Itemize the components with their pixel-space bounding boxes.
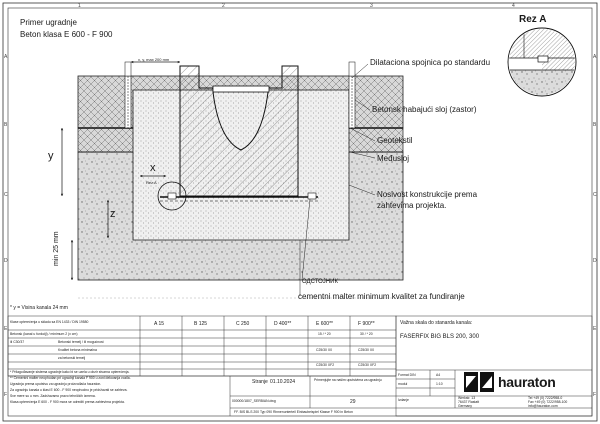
axis-letter-e-right: E — [593, 326, 597, 332]
detail-title: Rez A — [519, 14, 547, 25]
callout-load-bearing-2: zahtevima projekta. — [377, 201, 447, 210]
callout-geotextile: Geotekstil — [377, 136, 413, 145]
tb-valid-label: Važna skala do stanarda kanala: — [400, 320, 473, 326]
note-2: Ugradnja prema uputstvu za ugradnju proizvođača hauraton. — [10, 382, 102, 386]
tb-format: A4 — [436, 373, 441, 377]
axis-letter-c-right: C — [593, 192, 597, 198]
axis-letter-d-right: D — [593, 258, 597, 264]
class-c250: C 250 — [236, 321, 250, 327]
title-line-2: Beton klasa E 600 - F 900 — [20, 30, 113, 39]
class-d400: D 400** — [274, 321, 292, 327]
tb-scale: 1:10 — [436, 382, 443, 386]
f900-value-0: 30 / * 20 — [360, 332, 373, 336]
e600-value-1: C25/30 X0 — [316, 348, 333, 352]
table-row-label-0: Klase opterećenja u skladu sa EN 1433 / DIN 19580 — [10, 320, 89, 324]
callout-spacer: ОДСТОЈНИК — [302, 279, 338, 285]
tb-contact-2: info@hauraton.com — [528, 404, 558, 408]
axis-number-1: 1 — [78, 3, 81, 9]
class-b125: B 125 — [194, 321, 208, 327]
e600-value-2: C25/30 XF2 — [316, 363, 335, 367]
tb-adjust: Primenjujte na našim uputstvima za ugradnju — [314, 378, 382, 382]
tb-created-label: Stranje — [252, 379, 268, 385]
tb-product: FASERFIX BIG BLS 200, 300 — [400, 334, 480, 340]
callout-concrete-layer: Betonsk habajući sloj (zastor) — [372, 105, 477, 114]
axis-letter-f: F — [4, 392, 8, 398]
weir-note: * y = Visina kanala 24 mm — [10, 305, 68, 311]
dim-y: y — [48, 150, 54, 162]
tb-address-1: 76437 Rastatt — [458, 400, 480, 404]
dim-min25: min 25 mm — [53, 231, 60, 266]
tb-address-0: Werkstr. 13 — [458, 396, 476, 400]
axis-letter-e: E — [4, 326, 8, 332]
note-5: Klasa opterećenja E 600 - F 900 mora se odrediti prema zahtevima projekta. — [10, 400, 125, 404]
dim-x: x — [150, 162, 156, 174]
tb-contact-0: Tel +49 (0) 7222/958-0 — [528, 396, 563, 400]
section-drawing — [62, 62, 403, 298]
tb-sheet-no: 29 — [350, 399, 356, 405]
tb-format-label: Format DIN — [398, 373, 416, 377]
tb-scale-label: modul — [398, 382, 408, 386]
callout-cement: cementni malter minimum kvalitet za fundiranje — [298, 292, 465, 301]
tb-date: 01.10.2024 — [270, 379, 296, 385]
table-row-label-2: ili C30/37 — [10, 340, 25, 344]
note-3: Za ugradnju kanala u klasi E 600 - F 900 neophodno je pridržavati se zahteva. — [10, 388, 128, 392]
note-4: Sve mere su u mm. Zadržavamo pravo tehničkih izmena. — [10, 394, 96, 398]
axis-letter-c: C — [4, 192, 8, 198]
dim-rez-a: Rez A — [146, 180, 157, 185]
table-row-label-5: za betonski temelj — [58, 356, 86, 360]
axis-letter-a-right: A — [593, 54, 597, 60]
table-row-label-1: Betonsk (kanal u funkciji) / minimum 2 (x cm) — [10, 332, 78, 336]
f900-value-1: C25/30 X0 — [358, 348, 375, 352]
callout-interlayer: Međusloj — [377, 154, 410, 163]
tb-footer: FF. BIS BLS 200 Typ 090 Rinnenunterteil Einbaubeispiel Klasse F 900 in Beton — [234, 410, 353, 414]
callout-load-bearing-1: Nosivost konstrukcije prema — [377, 190, 478, 199]
dim-max200: x, y, max 200 mm — [138, 57, 170, 62]
axis-letter-a: A — [4, 54, 8, 60]
axis-number-3: 3 — [370, 3, 373, 9]
class-a15: A 15 — [154, 321, 165, 327]
title-line-1: Primer ugradnje — [20, 18, 77, 27]
f900-value-2: C25/30 XF2 — [358, 363, 377, 367]
detail-view-rez-a — [508, 28, 576, 100]
note-0: * Prilagođavanje sistema ugradnje kako bi se uzela u obzir stvarna opterećenja. — [10, 370, 130, 374]
dim-z: z — [110, 208, 116, 220]
axis-letter-d: D — [4, 258, 8, 264]
tb-contact-1: Fax +49 (0) 7222/958-100 — [528, 400, 568, 404]
axis-letter-b-right: B — [593, 122, 597, 128]
axis-letter-f-right: F — [593, 392, 597, 398]
tb-edition-label: Izdanje — [398, 398, 409, 402]
class-e600: E 600** — [316, 321, 333, 327]
axis-number-2: 2 — [222, 3, 225, 9]
tb-address-2: Germany — [458, 404, 472, 408]
hauraton-logo-mark — [464, 372, 494, 392]
callout-dilatation: Dilataciona spojnica po standardu — [370, 58, 491, 67]
company-logo-text: hauraton — [498, 374, 556, 390]
table-row-label-4: Kvalitet betona minimalna — [58, 348, 97, 352]
table-row-label-3: Betonski temelj / ili mogućnost — [58, 340, 104, 344]
tb-drawing-no: 000000/1807_SERBIAN.dwg — [232, 399, 276, 403]
note-1: ** Cementni malter neophodan pri ugradnji kanala F 900 u zoni delovanja vozila. — [10, 376, 131, 380]
axis-number-4: 4 — [512, 3, 515, 9]
class-f900: F 900** — [358, 321, 375, 327]
e600-value-0: 15 / * 20 — [318, 332, 331, 336]
axis-letter-b: B — [4, 122, 8, 128]
